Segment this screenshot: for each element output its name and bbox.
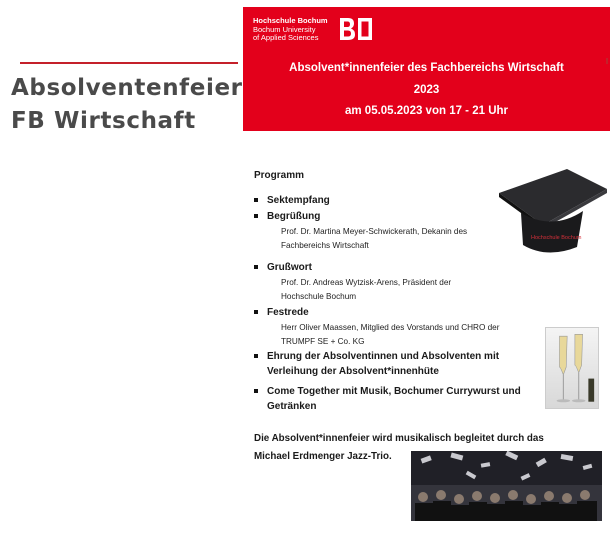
edge-mark bbox=[606, 58, 608, 64]
title-line-1: Absolventenfeier bbox=[11, 75, 243, 101]
uni-line-3: of Applied Sciences bbox=[253, 33, 319, 42]
event-banner bbox=[243, 7, 610, 131]
program-item: Ehrung der Absolventinnen und Absolventen mit Verleihung der Absolvent*innenhüte bbox=[254, 349, 534, 379]
uni-line-2: Bochum University bbox=[253, 24, 316, 34]
program-item-detail: Prof. Dr. Martina Meyer-Schwickerath, Dekanin des Fachbereichs Wirtschaft bbox=[281, 227, 468, 250]
program-item: Festrede bbox=[254, 305, 534, 320]
program-item: Sektempfang bbox=[254, 193, 534, 208]
title-line-2: FB Wirtschaft bbox=[11, 108, 196, 134]
accent-line bbox=[20, 62, 238, 64]
page-title bbox=[11, 72, 243, 138]
program-item-detail: Herr Oliver Maassen, Mitglied des Vorstands und CHRO der TRUMPF SE + Co. KG bbox=[281, 323, 500, 346]
cap-label: Hochschule Bochum bbox=[531, 235, 582, 241]
graduation-cap-image bbox=[497, 167, 609, 257]
footer-line-1: Die Absolvent*innenfeier wird musikalisch begleitet durch das bbox=[254, 433, 544, 444]
university-name bbox=[253, 17, 328, 43]
bo-logo bbox=[338, 16, 374, 42]
uni-line-1: Hochschule Bochum bbox=[253, 16, 328, 25]
event-year: 2023 bbox=[413, 84, 440, 96]
program-item: Come Together mit Musik, Bochumer Currywurst und Getränken bbox=[254, 384, 534, 414]
program-item: Grußwort bbox=[254, 260, 534, 275]
program-item: Begrüßung bbox=[254, 209, 534, 224]
program-item-detail: Prof. Dr. Andreas Wytzisk-Arens, Präsident der Hochschule Bochum bbox=[281, 278, 452, 301]
footer-line-2: Michael Erdmenger Jazz-Trio. bbox=[254, 451, 392, 462]
graduates-crowd-image bbox=[411, 451, 602, 521]
event-name: Absolvent*innenfeier des Fachbereichs Wirtschaft bbox=[289, 62, 564, 74]
event-datetime: am 05.05.2023 von 17 - 21 Uhr bbox=[344, 105, 508, 117]
program-heading: Programm bbox=[254, 170, 305, 181]
champagne-glasses-image bbox=[545, 327, 599, 409]
